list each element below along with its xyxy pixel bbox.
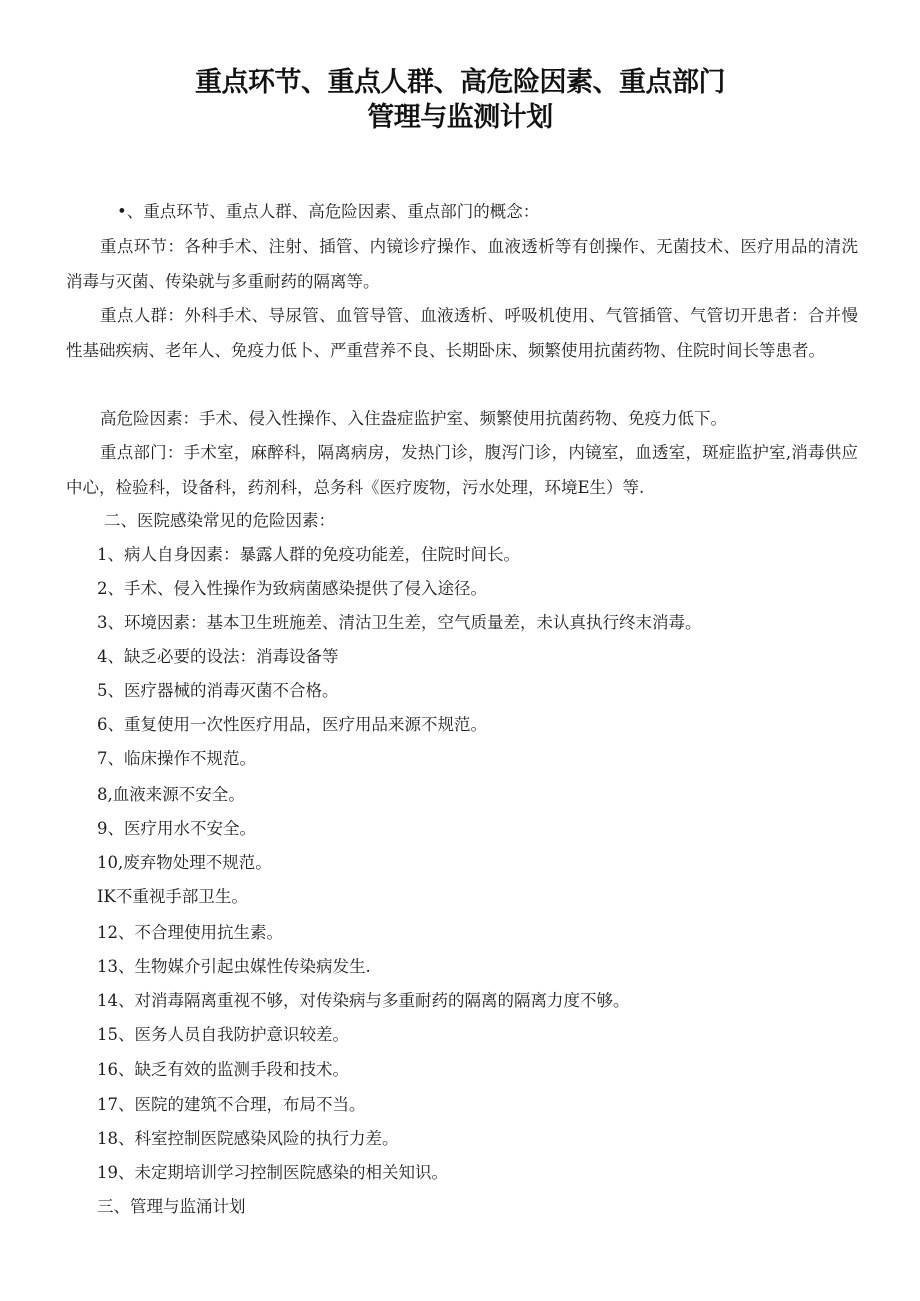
section3-heading: 三、管理与监涌计划 (97, 1197, 246, 1216)
risk-item: 3、环境因素：基本卫生班施差、清沽卫生差，空气质量差，未认真执行终末消毒。 (97, 613, 702, 632)
risk-item: 12、不合理使用抗生素。 (97, 923, 283, 942)
paragraph-key-departments: 重点部门：手术室，麻醉科，隔离病房，发热门诊，腹泻门诊，内镜室，血透室，斑症监护室,消毒供应中心，检验科，设备科，药剂科，总务科《医疗废物，污水处理，环境E生）等. (66, 443, 858, 497)
risk-item: 9、医疗用水不安全。 (97, 819, 256, 838)
paragraph-key-links: 重点环节：各种手术、注射、插管、内镜诊疗操作、血液透析等有创操作、无菌技术、医疗用品的清洗消毒与灭菌、传染就与多重耐药的隔离等。 (66, 237, 858, 291)
risk-item: 18、科室控制医院感染风险的执行力差。 (97, 1129, 399, 1148)
risk-item: 17、医院的建筑不合理，布局不当。 (97, 1095, 366, 1114)
risk-item: 1、病人自身因素：暴露人群的免疫功能差，住院时间长。 (97, 545, 520, 564)
section1-heading: •、重点环节、重点人群、高危险因素、重点部门的概念： (117, 202, 540, 221)
document-title-line1: 重点环节、重点人群、高危险因素、重点部门 (195, 67, 725, 98)
section2-heading: 二、医院感染常见的危险因素： (104, 511, 335, 530)
risk-item: 6、重复使用一次性医疗用品，医疗用品来源不规范。 (97, 715, 487, 734)
risk-item: 2、手术、侵入性操作为致病菌感染提供了侵入途径。 (97, 579, 487, 598)
risk-item: 4、缺乏必要的设法：消毒设备等 (97, 647, 339, 666)
risk-item: 13、生物媒介引起虫媒性传染病发生. (97, 957, 371, 976)
paragraph-high-risk: 高危险因素：手术、侵入性操作、入住盎症监护室、频繁使用抗菌药物、免疫力低下。 (100, 409, 727, 428)
risk-item: 10,废弃物处理不规范。 (97, 853, 272, 872)
risk-item: 19、未定期培训学习控制医院感染的相关知识。 (97, 1163, 448, 1182)
document-title-line2: 管理与监测计划 (367, 102, 553, 133)
risk-item: 16、缺乏有效的监测手段和技术。 (97, 1060, 349, 1079)
paragraph-key-groups: 重点人群：外科手术、导尿管、血管导管、血液透析、呼吸机使用、气管插管、气管切开患者：合并慢性基础疾病、老年人、免疫力低卜、严重营养不良、长期卧床、频繁使用抗菌药物、住院时间长等患者。 (66, 306, 858, 360)
risk-item: IK不重视手部卫生。 (97, 887, 248, 906)
risk-item: 15、医务人员自我防护意识较差。 (97, 1025, 349, 1044)
risk-item: 5、医疗器械的消毒灭菌不合格。 (97, 681, 339, 700)
risk-item: 8,血液来源不安全。 (97, 785, 245, 804)
risk-item: 14、对消毒隔离重视不够，对传染病与多重耐药的隔离的隔离力度不够。 (97, 991, 630, 1010)
risk-item: 7、临床操作不规范。 (97, 749, 256, 768)
